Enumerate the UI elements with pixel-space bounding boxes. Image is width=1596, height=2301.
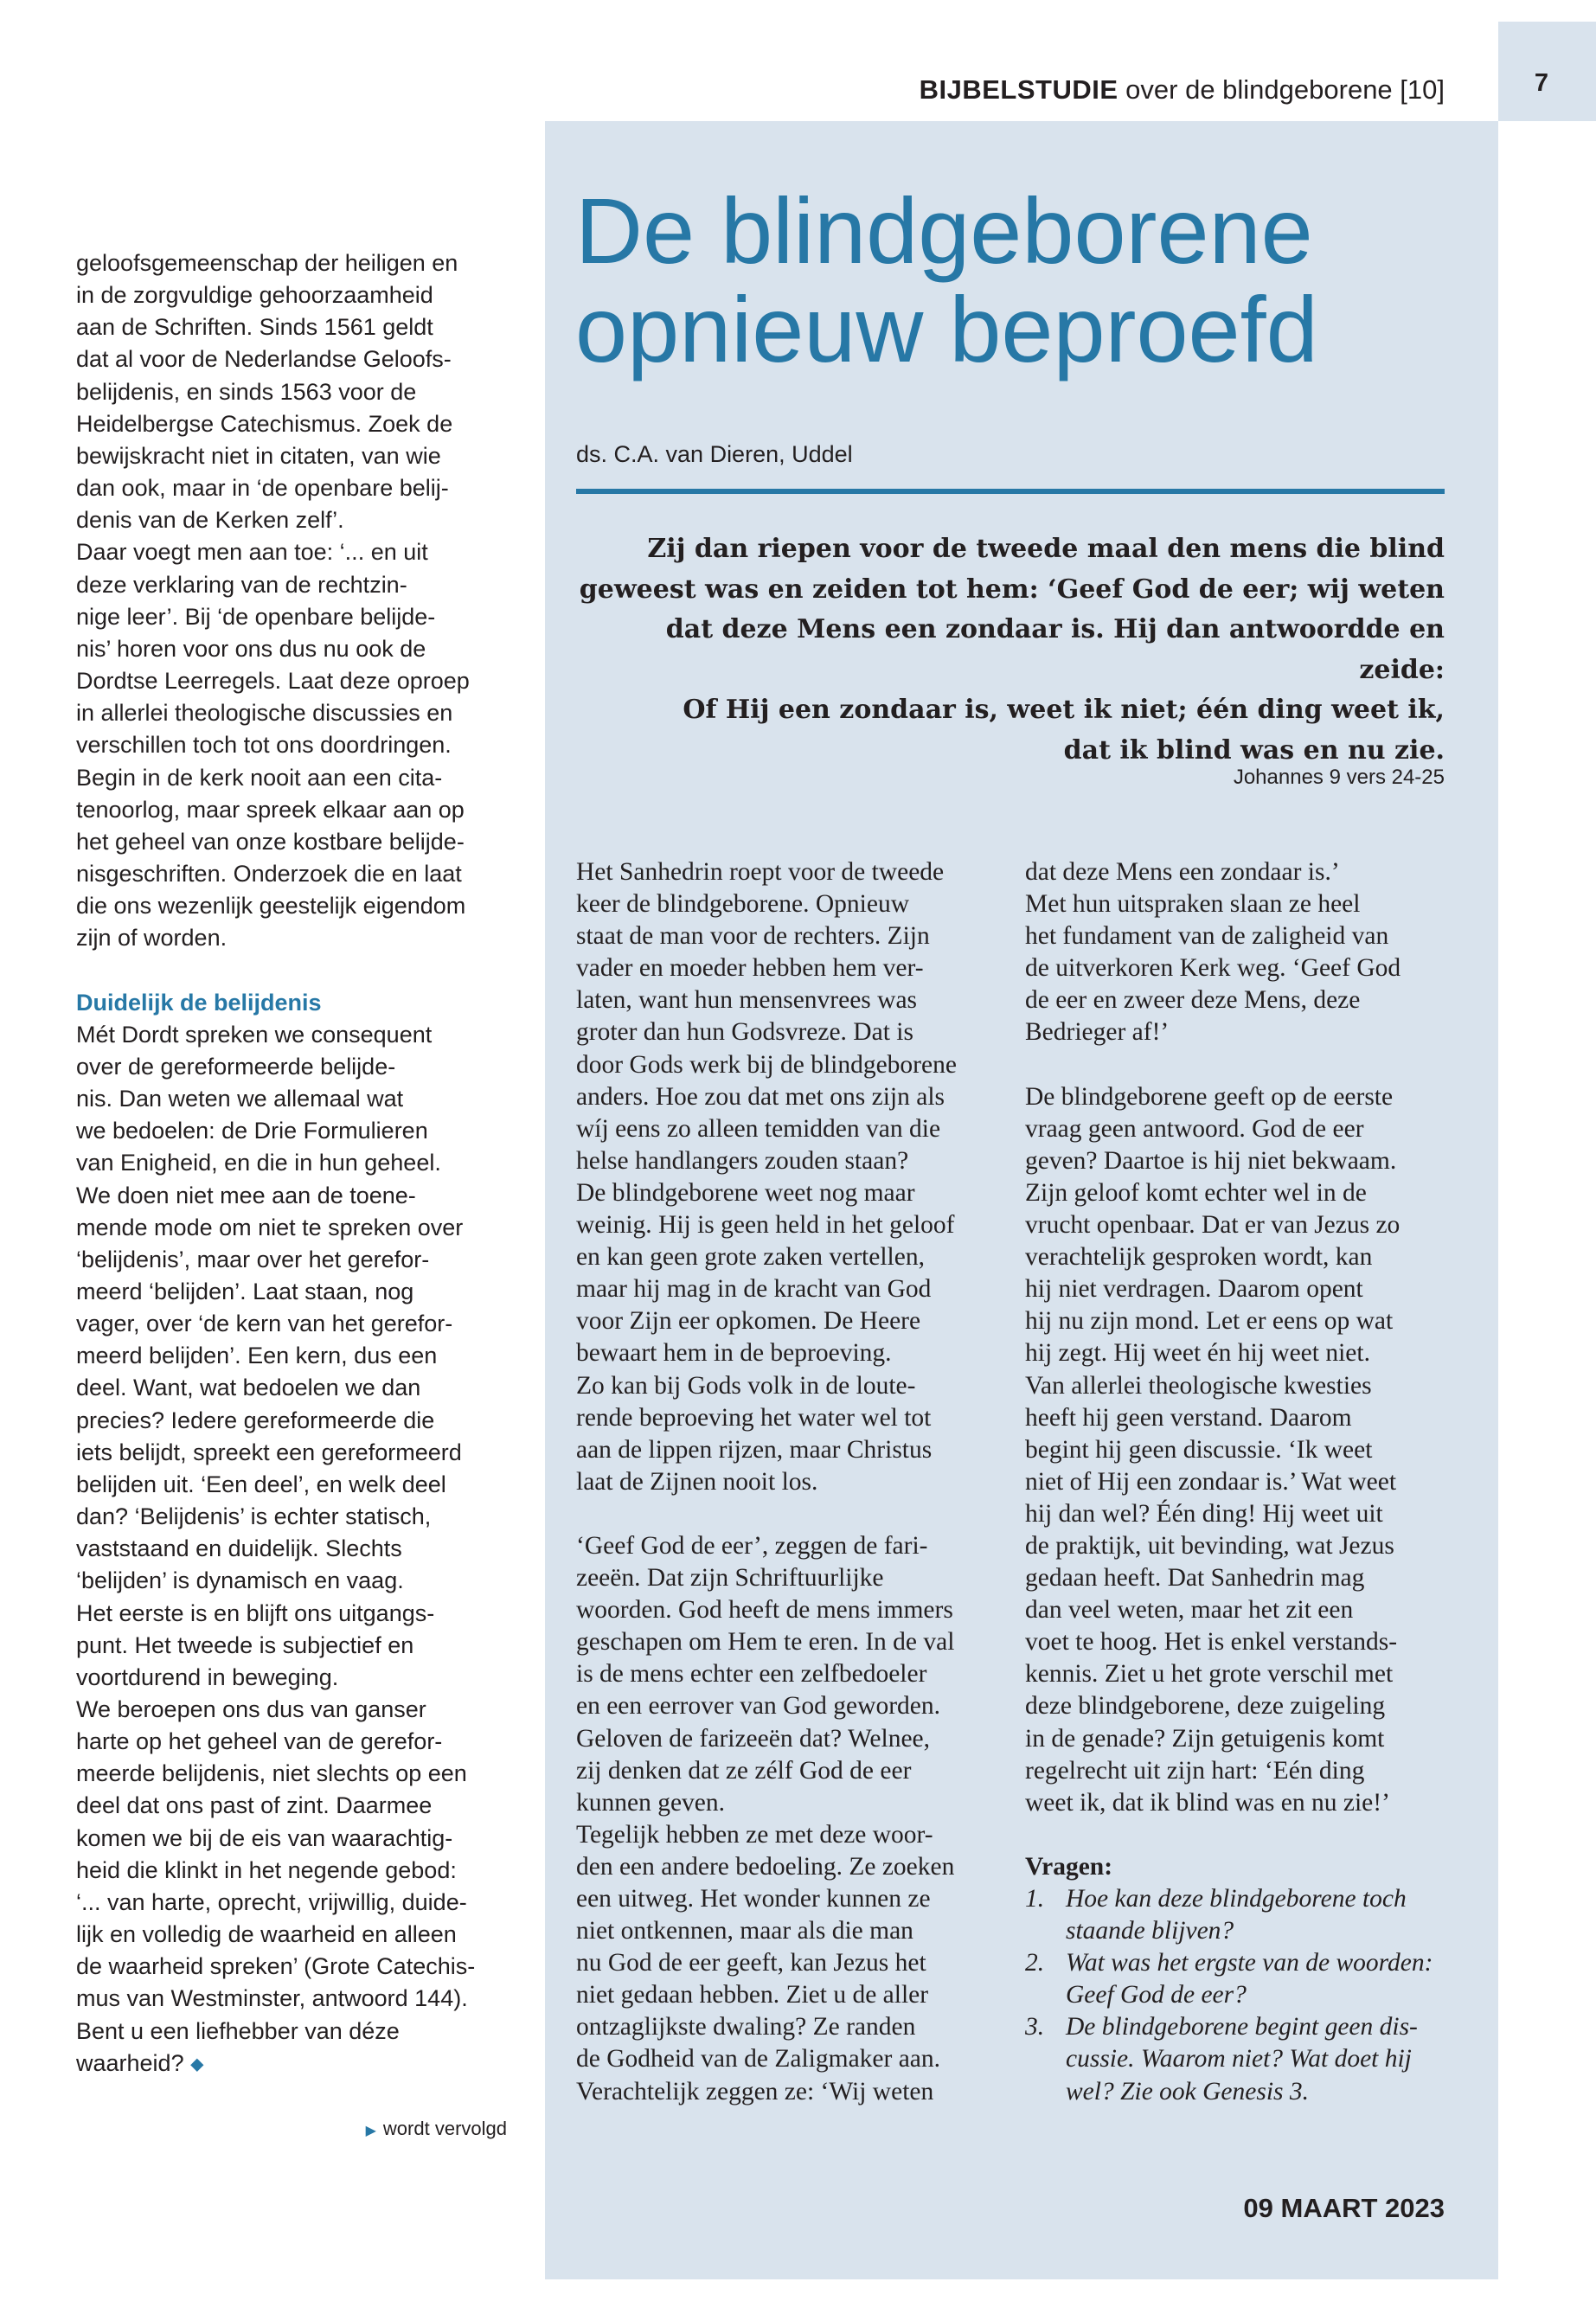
text-line: belijden uit. ‘Een deel’, en welk deel [76,1471,446,1497]
text-line: waarheid? [76,2049,184,2076]
text-line: de waarheid spreken’ (Grote Catechis- [76,1953,476,1980]
middle-column [576,856,1004,2108]
text-line: Heidelbergse Catechismus. Zoek de [76,410,453,437]
text-line: hij dan wel? Één ding! Hij weet uit [1025,1499,1383,1528]
text-line: en kan geen grote zaken vertellen, [576,1243,925,1272]
text-line: dat deze Mens een zondaar is.’ [1025,858,1340,886]
text-line: van Enigheid, en die in hun geheel. [76,1150,441,1176]
question-text [1066,1883,1453,1947]
text-line: meerd belijden’. Een kern, dus een [76,1343,438,1369]
text-line: groter dan hun Godsvreze. Dat is [576,1018,913,1047]
left-column [76,247,517,2080]
text-line: deel dat ons past of zint. Daarmee [76,1792,433,1819]
question-line: wel? Zie ook Genesis 3. [1066,2077,1310,2106]
text-line: zijn of worden. [76,925,228,952]
text-line: verachtelijk gesproken wordt, kan [1025,1243,1373,1272]
text-line: ‘belijden’ is dynamisch en vaag. [76,1567,404,1594]
title-divider [576,489,1445,494]
text-line: aan de lippen rijzen, maar Christus [576,1435,933,1464]
text-line: weinig. Hij is geen held in het geloof [576,1211,955,1240]
text-line: dan? ‘Belijdenis’ is echter statisch, [76,1503,432,1530]
text-line: nige leer’. Bij ‘de openbare belijde- [76,603,436,630]
questions-heading: Vragen: [1025,1852,1113,1881]
text-line: in de genade? Zijn getuigenis komt [1025,1724,1385,1753]
question-line: Geef God de eer? [1066,1981,1247,2009]
text-line: ontzaglijkste dwaling? Ze randen [576,2013,916,2041]
quote-line: Of Hij een zondaar is, weet ik niet; één ding weet ik, [683,695,1445,725]
question-line: staande blijven? [1066,1917,1234,1945]
text-line: Tegelijk hebben ze met deze woor- [576,1820,933,1849]
quote-line: dat deze Mens een zondaar is. Hij dan antwoordde en zeide: [665,614,1445,685]
triangle-right-icon: ▶ [365,2124,376,2138]
page-number: 7 [1534,69,1549,97]
text-line: mende mode om niet te spreken over [76,1214,464,1240]
question-text [1066,2011,1453,2107]
text-line: aan de Schriften. Sinds 1561 geldt [76,314,433,341]
text-line: begint hij geen discussie. ‘Ik weet [1025,1435,1373,1464]
text-line: een uitweg. Het wonder kunnen ze [576,1885,931,1913]
text-line: voortdurend in beweging. [76,1663,339,1690]
middle-paragraph-2 [576,1530,1004,2108]
text-line: precies? Iedere gereformeerde die [76,1407,435,1433]
text-line: geschapen om Hem te eren. In de val [576,1628,955,1657]
text-line: nis’ horen voor ons dus nu ook de [76,635,426,662]
question-line: cussie. Waarom niet? Wat doet hij [1066,2045,1412,2073]
text-line: Bent u een liefhebber van déze [76,2017,400,2044]
text-line: De blindgeborene geeft op de eerste [1025,1082,1394,1111]
question-item [1025,1947,1453,2011]
continued-text: wordt vervolgd [382,2118,507,2139]
text-line: helse handlangers zouden staan? [576,1146,909,1175]
text-line: tenoorlog, maar spreek elkaar aan op [76,796,465,823]
text-line: vraag geen antwoord. God de eer [1025,1114,1364,1143]
text-line: belijdenis, en sinds 1563 voor de [76,378,417,405]
text-line: we bedoelen: de Drie Formulieren [76,1118,428,1144]
text-line: heeft hij geen verstand. Daarom [1025,1403,1352,1432]
text-line: hij niet verdragen. Daarom opent [1025,1275,1363,1304]
text-line: ‘Geef God de eer’, zeggen de fari- [576,1531,928,1560]
text-line: meerde belijdenis, niet slechts op een [76,1760,467,1787]
text-line: wíj eens zo alleen temidden van die [576,1114,941,1143]
text-line: verschillen toch tot ons doordringen. [76,732,452,759]
text-line: Zijn geloof komt echter wel in de [1025,1178,1367,1207]
text-line: Zo kan bij Gods volk in de loute- [576,1371,916,1400]
text-line: zij denken dat ze zélf God de eer [576,1756,912,1785]
text-line: meerd ‘belijden’. Laat staan, nog [76,1278,414,1304]
text-line: Geloven de farizeeën dat? Welnee, [576,1724,931,1753]
continued-note [366,2118,507,2140]
quote-reference: Johannes 9 vers 24-25 [1233,766,1445,789]
text-line: nu God de eer geeft, kan Jezus het [576,1949,926,1977]
header-section: BIJBELSTUDIE [919,74,1118,105]
question-number: 2. [1025,1949,1045,1977]
text-line: geven? Daartoe is hij niet bekwaam. [1025,1146,1397,1175]
text-line: woorden. God heeft de mens immers [576,1596,953,1625]
text-line: iets belijdt, spreekt een gereformeerd [76,1439,462,1465]
text-line: en een eerrover van God geworden. [576,1692,940,1721]
right-column [1025,856,1453,2108]
question-item [1025,2011,1453,2107]
text-line: in de zorgvuldige gehoorzaamheid [76,282,433,309]
text-line: niet gedaan hebben. Ziet u de aller [576,1981,929,2009]
left-paragraph-2 [76,1019,517,2080]
title-line: opnieuw beproefd [575,277,1318,381]
text-line: deze verklaring van de rechtzin- [76,571,407,598]
text-line: deel. Want, wat bedoelen we dan [76,1375,421,1401]
text-line: de Godheid van de Zaligmaker aan. [576,2045,941,2073]
running-header [920,74,1445,106]
text-line: over de gereformeerde belijde- [76,1053,396,1080]
question-line: Wat was het ergste van de woorden: [1066,1949,1433,1977]
text-line: rende beproeving het water wel tot [576,1403,932,1432]
text-line: weet ik, dat ik blind was en nu zie!’ [1025,1788,1390,1817]
text-line: De blindgeborene weet nog maar [576,1178,915,1207]
question-number: 3. [1025,2013,1045,2041]
text-line: laten, want hun mensenvrees was [576,986,918,1015]
question-number: 1. [1025,1885,1045,1913]
text-line: vader en moeder hebben hem ver- [576,954,924,983]
text-line: punt. Het tweede is subjectief en [76,1631,414,1658]
questions-list [1025,1883,1453,2108]
text-line: denis van de Kerken zelf’. [76,507,344,534]
text-line: kunnen geven. [576,1788,726,1817]
end-mark-icon: ◆ [190,2054,204,2074]
text-line: bewaart hem in de beproeving. [576,1339,892,1368]
quote-line: geweest was en zeiden tot hem: ‘Geef God de eer; wij weten [579,574,1445,605]
text-line: komen we bij de eis van waarachtig- [76,1824,453,1851]
question-line: Hoe kan deze blindgeborene toch [1066,1885,1407,1913]
text-line: voor Zijn eer opkomen. De Heere [576,1307,921,1336]
text-line: nis. Dan weten we allemaal wat [76,1086,404,1112]
text-line: is de mens echter een zelfbedoeler [576,1660,927,1689]
header-subtitle: over de blindgeborene [10] [1125,74,1445,105]
text-line: staat de man voor de rechters. Zijn [576,922,930,951]
right-paragraph-1 [1025,856,1453,1049]
text-line: bewijskracht niet in citaten, van wie [76,442,441,469]
text-line: We beroepen ons dus van ganser [76,1696,426,1723]
text-line: het geheel van onze kostbare belijde- [76,828,465,855]
text-line: keer de blindgeborene. Opnieuw [576,890,909,919]
question-item [1025,1883,1453,1947]
text-line: de uitverkoren Kerk weg. ‘Geef God [1025,954,1401,983]
text-line: de eer en zweer deze Mens, deze [1025,986,1361,1015]
text-line: laat de Zijnen nooit los. [576,1467,818,1496]
scripture-quote [576,529,1445,771]
text-line: heid die klinkt in het negende gebod: [76,1856,457,1883]
text-line: ‘... van harte, oprecht, vrijwillig, duide- [76,1888,467,1915]
left-paragraph-1 [76,247,517,954]
text-line: het fundament van de zaligheid van [1025,922,1389,951]
question-text [1066,1947,1453,2011]
text-line: gedaan heeft. Dat Sanhedrin mag [1025,1564,1365,1593]
quote-line: Zij dan riepen voor de tweede maal den mens die blind [647,534,1445,564]
text-line: in allerlei theologische discussies en [76,700,453,727]
text-line: Van allerlei theologische kwesties [1025,1371,1372,1400]
quote-line: dat ik blind was en nu zie. [1063,734,1445,766]
text-line: hij zegt. Hij weet én hij weet niet. [1025,1339,1370,1368]
article-title [575,178,1475,381]
subheading: Duidelijk de belijdenis [76,989,322,1016]
text-line: den een andere bedoeling. Ze zoeken [576,1852,955,1881]
text-line: dan ook, maar in ‘de openbare belij- [76,475,449,502]
text-line: niet of Hij een zondaar is.’ Wat weet [1025,1467,1397,1496]
text-line: Het eerste is en blijft ons uitgangs- [76,1599,435,1626]
text-line: Begin in de kerk nooit aan een cita- [76,764,443,791]
text-line: hij nu zijn mond. Let er eens op wat [1025,1307,1394,1336]
text-line: kennis. Ziet u het grote verschil met [1025,1660,1394,1689]
text-line: ‘belijdenis’, maar over het gerefor- [76,1246,430,1272]
text-line: Mét Dordt spreken we consequent [76,1021,433,1048]
text-line: de praktijk, uit bevinding, wat Jezus [1025,1531,1394,1560]
question-line: De blindgeborene begint geen dis- [1066,2013,1418,2041]
text-line: niet ontkennen, maar als die man [576,1917,913,1945]
text-line: dan veel weten, maar het zit een [1025,1596,1354,1625]
text-line: harte op het geheel van de gerefor- [76,1728,443,1755]
text-line: Bedrieger af!’ [1025,1018,1170,1047]
author-byline: ds. C.A. van Dieren, Uddel [576,441,853,467]
text-line: vager, over ‘de kern van het gerefor- [76,1311,453,1337]
text-line: voet te hoog. Het is enkel verstands- [1025,1628,1398,1657]
text-line: vrucht openbaar. Dat er van Jezus zo [1025,1211,1401,1240]
text-line: zeeën. Dat zijn Schriftuurlijke [576,1564,884,1593]
text-line: We doen niet mee aan de toene- [76,1182,416,1208]
text-line: lijk en volledig de waarheid en alleen [76,1921,457,1948]
text-line: anders. Hoe zou dat met ons zijn als [576,1082,945,1111]
text-line: die ons wezenlijk geestelijk eigendom [76,893,466,920]
text-line: Het Sanhedrin roept voor de tweede [576,858,945,886]
text-line: vaststaand en duidelijk. Slechts [76,1535,402,1562]
text-line: maar hij mag in de kracht van God [576,1275,932,1304]
right-paragraph-2 [1025,1081,1453,1819]
text-line: Dordtse Leerregels. Laat deze oproep [76,668,470,695]
text-line: nisgeschriften. Onderzoek die en laat [76,860,462,887]
text-line: Met hun uitspraken slaan ze heel [1025,890,1361,919]
text-line: Verachtelijk zeggen ze: ‘Wij weten [576,2077,934,2106]
text-line: mus van Westminster, antwoord 144). [76,1985,468,2012]
text-line: Daar voegt men aan toe: ‘... en uit [76,539,428,566]
text-line: regelrecht uit zijn hart: ‘Eén ding [1025,1756,1365,1785]
text-line: dat al voor de Nederlandse Geloofs- [76,346,452,373]
middle-paragraph-1 [576,856,1004,1498]
title-line: De blindgeborene [575,178,1313,283]
text-line: door Gods werk bij de blindgeborene [576,1050,957,1079]
text-line: deze blindgeborene, deze zuigeling [1025,1692,1386,1721]
issue-date: 09 MAART 2023 [1243,2193,1445,2223]
text-line: geloofsgemeenschap der heiligen en [76,250,458,276]
